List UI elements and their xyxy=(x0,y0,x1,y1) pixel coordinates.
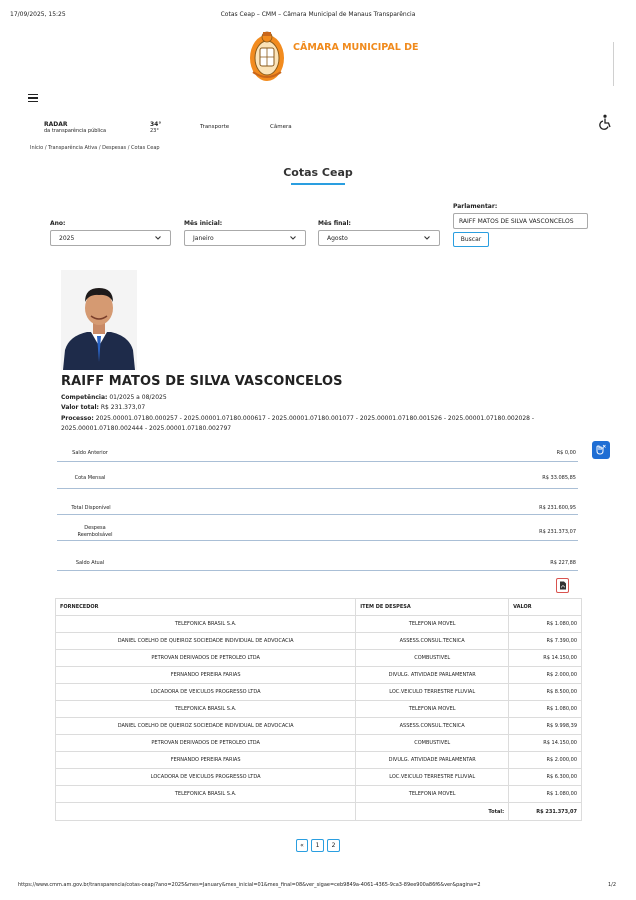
sign-language-icon[interactable] xyxy=(592,441,610,459)
value-cell: R$ 7.390,00 xyxy=(509,633,582,650)
table-total-row xyxy=(56,803,582,821)
summary-value: R$ 33.085,85 xyxy=(542,475,576,481)
supplier-cell: DANIEL COELHO DE QUEIROZ SOCIEDADE INDIVIDUAL DE ADVOCACIA xyxy=(56,718,356,735)
table-row xyxy=(56,650,582,667)
chevron-down-icon xyxy=(154,234,162,242)
expenses-table xyxy=(55,598,582,821)
summary-divider xyxy=(57,540,578,541)
breadcrumb[interactable]: Início / Transparência Ativa / Despesas / Cotas Ceap xyxy=(30,145,160,151)
nav-transporte[interactable]: Transporte xyxy=(200,124,230,130)
process-numbers xyxy=(61,414,561,433)
menu-icon[interactable] xyxy=(28,94,38,102)
value-cell: R$ 1.080,00 xyxy=(509,786,582,803)
supplier-cell: TELEFONICA BRASIL S.A. xyxy=(56,701,356,718)
summary-value: R$ 231.373,07 xyxy=(539,529,576,535)
supplier-cell: PETROVAN DERIVADOS DE PETROLEO LTDA xyxy=(56,650,356,667)
header-supplier: FORNECEDOR xyxy=(56,599,356,616)
radar-subtitle: da transparência pública xyxy=(44,128,107,134)
parliamentarian-input[interactable]: RAIFF MATOS DE SILVA VASCONCELOS xyxy=(453,213,588,229)
item-cell: LOC.VEICULO TERRESTRE FLUVIAL xyxy=(356,769,509,786)
header-value: VALOR xyxy=(509,599,582,616)
competence-period xyxy=(61,394,167,401)
item-cell: TELEFONIA MOVEL xyxy=(356,616,509,633)
summary-value: R$ 0,00 xyxy=(556,450,576,456)
scrollbar-track[interactable] xyxy=(613,42,614,86)
end-month-value: Agosto xyxy=(327,234,348,242)
value-cell: R$ 6.300,00 xyxy=(509,769,582,786)
summary-label: Cota Mensal xyxy=(74,475,106,481)
radar-title[interactable]: RADAR xyxy=(44,121,68,128)
item-cell: ASSESS.CONSUL.TECNICA xyxy=(356,718,509,735)
search-button[interactable]: Buscar xyxy=(453,232,489,247)
summary-label: Saldo Atual xyxy=(75,560,105,566)
temperature-low: 23° xyxy=(150,128,159,134)
accessibility-icon[interactable] xyxy=(596,114,612,130)
total-value-amount: R$ 231.373,07 xyxy=(100,404,146,411)
print-title: Cotas Ceap – CMM – Câmara Municipal de Manaus Transparência xyxy=(220,11,416,18)
value-cell: R$ 8.500,00 xyxy=(509,684,582,701)
competence-value: 01/2025 a 08/2025 xyxy=(109,394,167,401)
start-month-label: Mês inicial: xyxy=(184,220,223,227)
temperature-high: 34° xyxy=(150,121,162,128)
total-value-label: Valor total: xyxy=(61,404,99,411)
value-cell: R$ 1.080,00 xyxy=(509,616,582,633)
value-cell: R$ 1.080,00 xyxy=(509,701,582,718)
value-cell: R$ 14.150,00 xyxy=(509,735,582,752)
competence-label: Competência: xyxy=(61,394,108,401)
total-value xyxy=(61,404,145,411)
item-cell: LOC.VEICULO TERRESTRE FLUVIAL xyxy=(356,684,509,701)
item-cell: TELEFONIA MOVEL xyxy=(356,701,509,718)
page-title: Cotas Ceap xyxy=(283,166,353,179)
total-label: Total: xyxy=(356,803,509,821)
item-cell: COMBUSTIVEL xyxy=(356,735,509,752)
start-month-value: Janeiro xyxy=(193,234,214,242)
summary-divider xyxy=(57,514,578,515)
table-row xyxy=(56,735,582,752)
table-row xyxy=(56,752,582,769)
summary-value: R$ 227,88 xyxy=(550,560,576,566)
start-month-select[interactable] xyxy=(184,230,306,246)
summary-divider xyxy=(57,570,578,571)
pagination-prev-button[interactable]: « xyxy=(296,839,308,852)
parliamentarian-label: Parlamentar: xyxy=(453,203,498,210)
summary-value: R$ 231.600,95 xyxy=(539,505,576,511)
item-cell: COMBUSTIVEL xyxy=(356,650,509,667)
year-select[interactable] xyxy=(50,230,171,246)
year-select-value: 2025 xyxy=(59,234,75,242)
value-cell: R$ 2.000,00 xyxy=(509,667,582,684)
item-cell: TELEFONIA MOVEL xyxy=(356,786,509,803)
pagination-page-2[interactable]: 2 xyxy=(327,839,340,852)
supplier-cell: FERNANDO PEREIRA FARIAS xyxy=(56,752,356,769)
supplier-cell: TELEFONICA BRASIL S.A. xyxy=(56,616,356,633)
item-cell: DIVULG. ATIVIDADE PARLAMENTAR xyxy=(356,752,509,769)
supplier-cell: DANIEL COELHO DE QUEIROZ SOCIEDADE INDIVIDUAL DE ADVOCACIA xyxy=(56,633,356,650)
value-cell: R$ 14.150,00 xyxy=(509,650,582,667)
process-list: 2025.00001.07180.000257 - 2025.00001.07180.000617 - 2025.00001.07180.001077 - 2025.00001.07180.001526 - 2025.00001.07180.002028 - 2025.00001.07180.002444 - 2025.00001.07180.002797 xyxy=(61,415,535,432)
print-page-number: 1/2 xyxy=(608,882,617,888)
summary-label: Saldo Anterior xyxy=(72,450,108,456)
item-cell: ASSESS.CONSUL.TECNICA xyxy=(356,633,509,650)
table-row xyxy=(56,684,582,701)
supplier-cell: LOCADORA DE VEICULOS PROGRESSO LTDA xyxy=(56,684,356,701)
chamber-name: CÂMARA MUNICIPAL DE xyxy=(293,42,419,53)
print-url: https://www.cmm.am.gov.br/transparencia/cotas-ceap/?ano=2025&mes=January&mes_inicial=01&mes_final=08&ver_sigae=ceb9849a-4061-4365-9ca3-89ee900a86f6&ver&pagina=2 xyxy=(18,882,481,888)
summary-label: Total Disponível xyxy=(71,505,111,511)
parliamentarian-photo xyxy=(61,270,137,370)
supplier-cell: LOCADORA DE VEICULOS PROGRESSO LTDA xyxy=(56,769,356,786)
pdf-file-icon xyxy=(559,581,567,590)
item-cell: DIVULG. ATIVIDADE PARLAMENTAR xyxy=(356,667,509,684)
chevron-down-icon xyxy=(289,234,297,242)
parliamentarian-name: RAIFF MATOS DE SILVA VASCONCELOS xyxy=(61,374,343,389)
value-cell: R$ 2.000,00 xyxy=(509,752,582,769)
supplier-cell: TELEFONICA BRASIL S.A. xyxy=(56,786,356,803)
supplier-cell: FERNANDO PEREIRA FARIAS xyxy=(56,667,356,684)
total-empty-cell xyxy=(56,803,356,821)
header-expense-item: ITEM DE DESPESA xyxy=(356,599,509,616)
year-label: Ano: xyxy=(50,220,66,227)
supplier-cell: PETROVAN DERIVADOS DE PETROLEO LTDA xyxy=(56,735,356,752)
pdf-export-button[interactable] xyxy=(556,578,569,593)
city-seal-logo[interactable] xyxy=(247,28,287,84)
nav-camera[interactable]: Câmera xyxy=(270,124,292,130)
table-row xyxy=(56,701,582,718)
pagination-page-1[interactable]: 1 xyxy=(311,839,324,852)
table-row xyxy=(56,616,582,633)
table-row xyxy=(56,633,582,650)
table-row xyxy=(56,769,582,786)
table-row xyxy=(56,718,582,735)
process-label: Processo: xyxy=(61,415,94,422)
table-header-row xyxy=(56,599,582,616)
title-underline xyxy=(291,183,345,185)
end-month-select[interactable] xyxy=(318,230,440,246)
summary-divider xyxy=(57,461,578,462)
chevron-down-icon xyxy=(423,234,431,242)
end-month-label: Mês final: xyxy=(318,220,351,227)
table-row xyxy=(56,786,582,803)
summary-divider xyxy=(57,488,578,489)
total-value-cell: R$ 231.373,07 xyxy=(509,803,582,821)
value-cell: R$ 9.998,39 xyxy=(509,718,582,735)
table-row xyxy=(56,667,582,684)
summary-label: Despesa Reembolsável xyxy=(77,525,113,538)
print-date: 17/09/2025, 15:25 xyxy=(10,11,66,18)
